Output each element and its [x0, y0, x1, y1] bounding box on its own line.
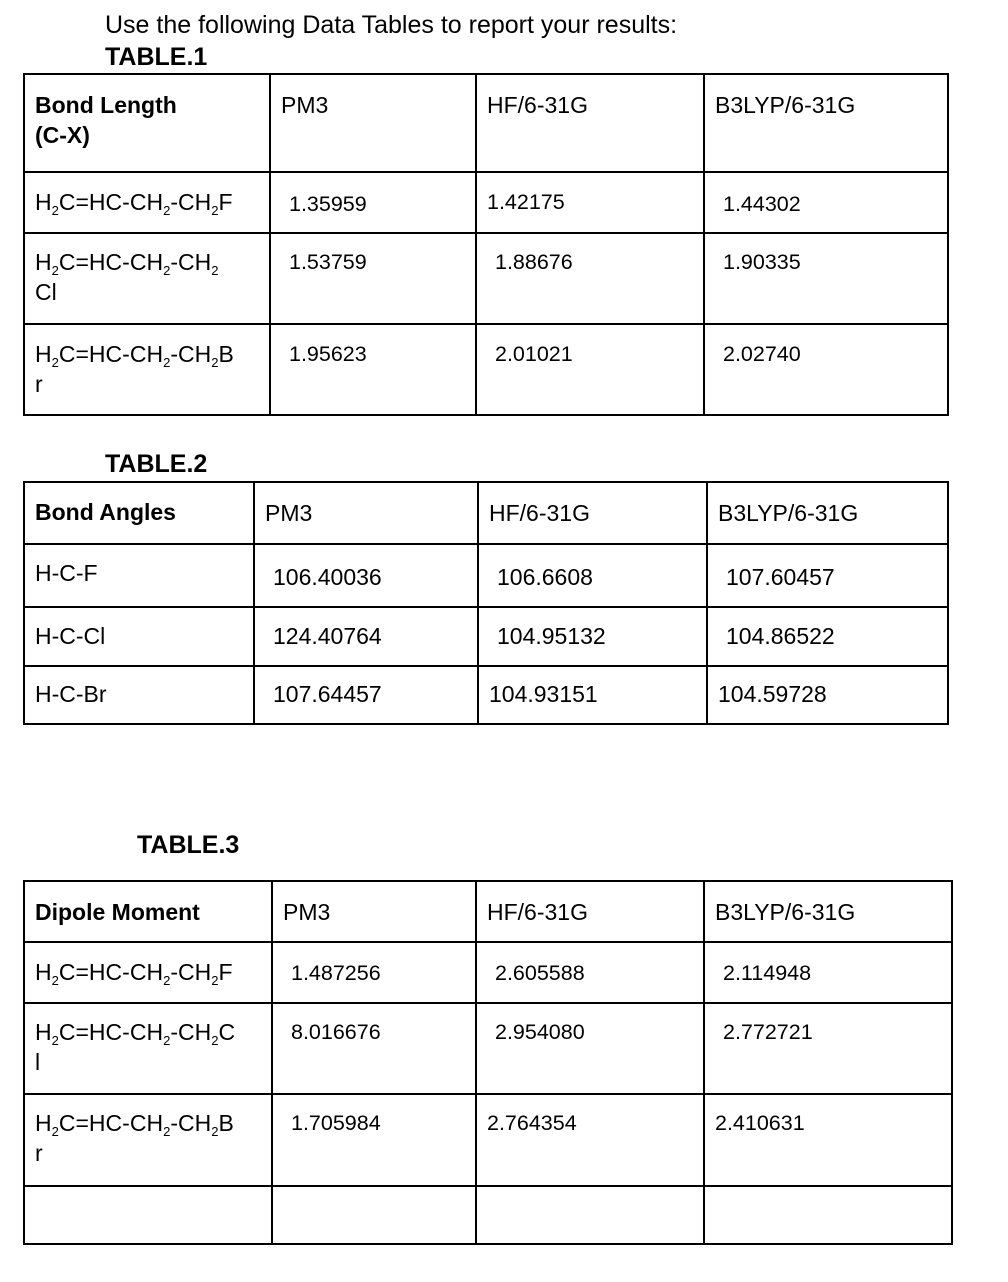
table2-row2-pm3: 124.40764: [254, 607, 478, 666]
table2-header-row: [24, 482, 948, 544]
table1-row3-label: [24, 324, 270, 415]
table2-row3-hf: 104.93151: [478, 666, 707, 724]
table1-col-hf: HF/6-31G: [476, 74, 704, 172]
table-row: [24, 666, 948, 724]
table3-row3-hf: 2.764354: [476, 1094, 704, 1186]
table3-row3-label: [24, 1094, 272, 1186]
chem-label: $H_2C=HC-CH_2-CH_2C$: [35, 1019, 236, 1048]
table1-bond-length: [23, 73, 949, 416]
table1-row2-pm3: 1.53759: [270, 233, 476, 324]
table3-col-b3lyp: B3LYP/6-31G: [704, 881, 952, 942]
table-row: [24, 1003, 952, 1094]
table1-label: TABLE.1: [105, 43, 208, 71]
table2-row3-b3lyp: 104.59728: [707, 666, 948, 724]
table2-col-hf: HF/6-31G: [478, 482, 707, 544]
table2-row1-hf: 106.6608: [478, 544, 707, 607]
chem-label: $H_2C=HC-CH_2-CH_2B$: [35, 341, 234, 370]
table-row: [24, 942, 952, 1003]
table2-row2-b3lyp: 104.86522: [707, 607, 948, 666]
table-row: [24, 1094, 952, 1186]
chem-label-wrap: Cl: [35, 279, 57, 305]
table1-header-line2: (C-X): [35, 122, 90, 148]
table-row: [24, 233, 948, 324]
chem-label: $H_2C=HC-CH_2-CH_2B$: [35, 1110, 234, 1139]
empty-cell: [272, 1186, 476, 1244]
table1-col-b3lyp: B3LYP/6-31G: [704, 74, 948, 172]
table1-row1-b3lyp: 1.44302: [704, 172, 948, 233]
table-row: [24, 607, 948, 666]
table-row: [24, 324, 948, 415]
chem-label-wrap: l: [35, 1049, 41, 1075]
table3-row2-pm3: 8.016676: [272, 1003, 476, 1094]
table1-row2-label: [24, 233, 270, 324]
table1-header-line1: Bond Length: [35, 92, 177, 118]
table3-row2-hf: 2.954080: [476, 1003, 704, 1094]
table3-col-hf: HF/6-31G: [476, 881, 704, 942]
table3-dipole-moment: [23, 880, 953, 1245]
table3-row3-b3lyp: 2.410631: [704, 1094, 952, 1186]
table3-label: TABLE.3: [137, 831, 240, 859]
table3-row2-label: [24, 1003, 272, 1094]
table1-header-cell: [24, 74, 270, 172]
table1-row3-b3lyp: 2.02740: [704, 324, 948, 415]
table3-row3-pm3: 1.705984: [272, 1094, 476, 1186]
chem-label: $H_2C=HC-CH_2-CH_2F$: [35, 189, 233, 218]
table1-row3-pm3: 1.95623: [270, 324, 476, 415]
table2-col-b3lyp: B3LYP/6-31G: [707, 482, 948, 544]
table1-header-row: [24, 74, 948, 172]
table3-row1-label: [24, 942, 272, 1003]
table1-row2-b3lyp: 1.90335: [704, 233, 948, 324]
table2-col-pm3: PM3: [254, 482, 478, 544]
table2-row3-pm3: 107.64457: [254, 666, 478, 724]
table1-row1-pm3: 1.35959: [270, 172, 476, 233]
table3-empty-row: [24, 1186, 952, 1244]
table-row: [24, 544, 948, 607]
table1-row1-label: [24, 172, 270, 233]
table3-col-pm3: PM3: [272, 881, 476, 942]
table1-col-pm3: PM3: [270, 74, 476, 172]
table2-row2-label: H-C-Cl: [24, 607, 254, 666]
table-row: [24, 172, 948, 233]
empty-cell: [476, 1186, 704, 1244]
table3-row1-b3lyp: 2.114948: [704, 942, 952, 1003]
table3-row1-hf: 2.605588: [476, 942, 704, 1003]
table1-row1-hf: 1.42175: [476, 172, 704, 233]
table2-bond-angles: [23, 481, 949, 725]
table2-row1-b3lyp: 107.60457: [707, 544, 948, 607]
table2-row1-label: H-C-F: [24, 544, 254, 607]
chem-label-wrap: r: [35, 371, 43, 397]
empty-cell: [24, 1186, 272, 1244]
table2-header-cell: Bond Angles: [24, 482, 254, 544]
table3-header-cell: Dipole Moment: [24, 881, 272, 942]
table2-row1-pm3: 106.40036: [254, 544, 478, 607]
table2-label: TABLE.2: [105, 450, 208, 478]
table1-row2-hf: 1.88676: [476, 233, 704, 324]
empty-cell: [704, 1186, 952, 1244]
table2-row2-hf: 104.95132: [478, 607, 707, 666]
chem-label-wrap: r: [35, 1140, 43, 1166]
table2-row3-label: H-C-Br: [24, 666, 254, 724]
chem-label: $H_2C=HC-CH_2-CH_2$: [35, 249, 219, 278]
table3-header-row: [24, 881, 952, 942]
table3-row1-pm3: 1.487256: [272, 942, 476, 1003]
table1-row3-hf: 2.01021: [476, 324, 704, 415]
chem-label: $H_2C=HC-CH_2-CH_2F$: [35, 959, 233, 988]
intro-text: Use the following Data Tables to report your results:: [105, 11, 678, 39]
table3-row2-b3lyp: 2.772721: [704, 1003, 952, 1094]
